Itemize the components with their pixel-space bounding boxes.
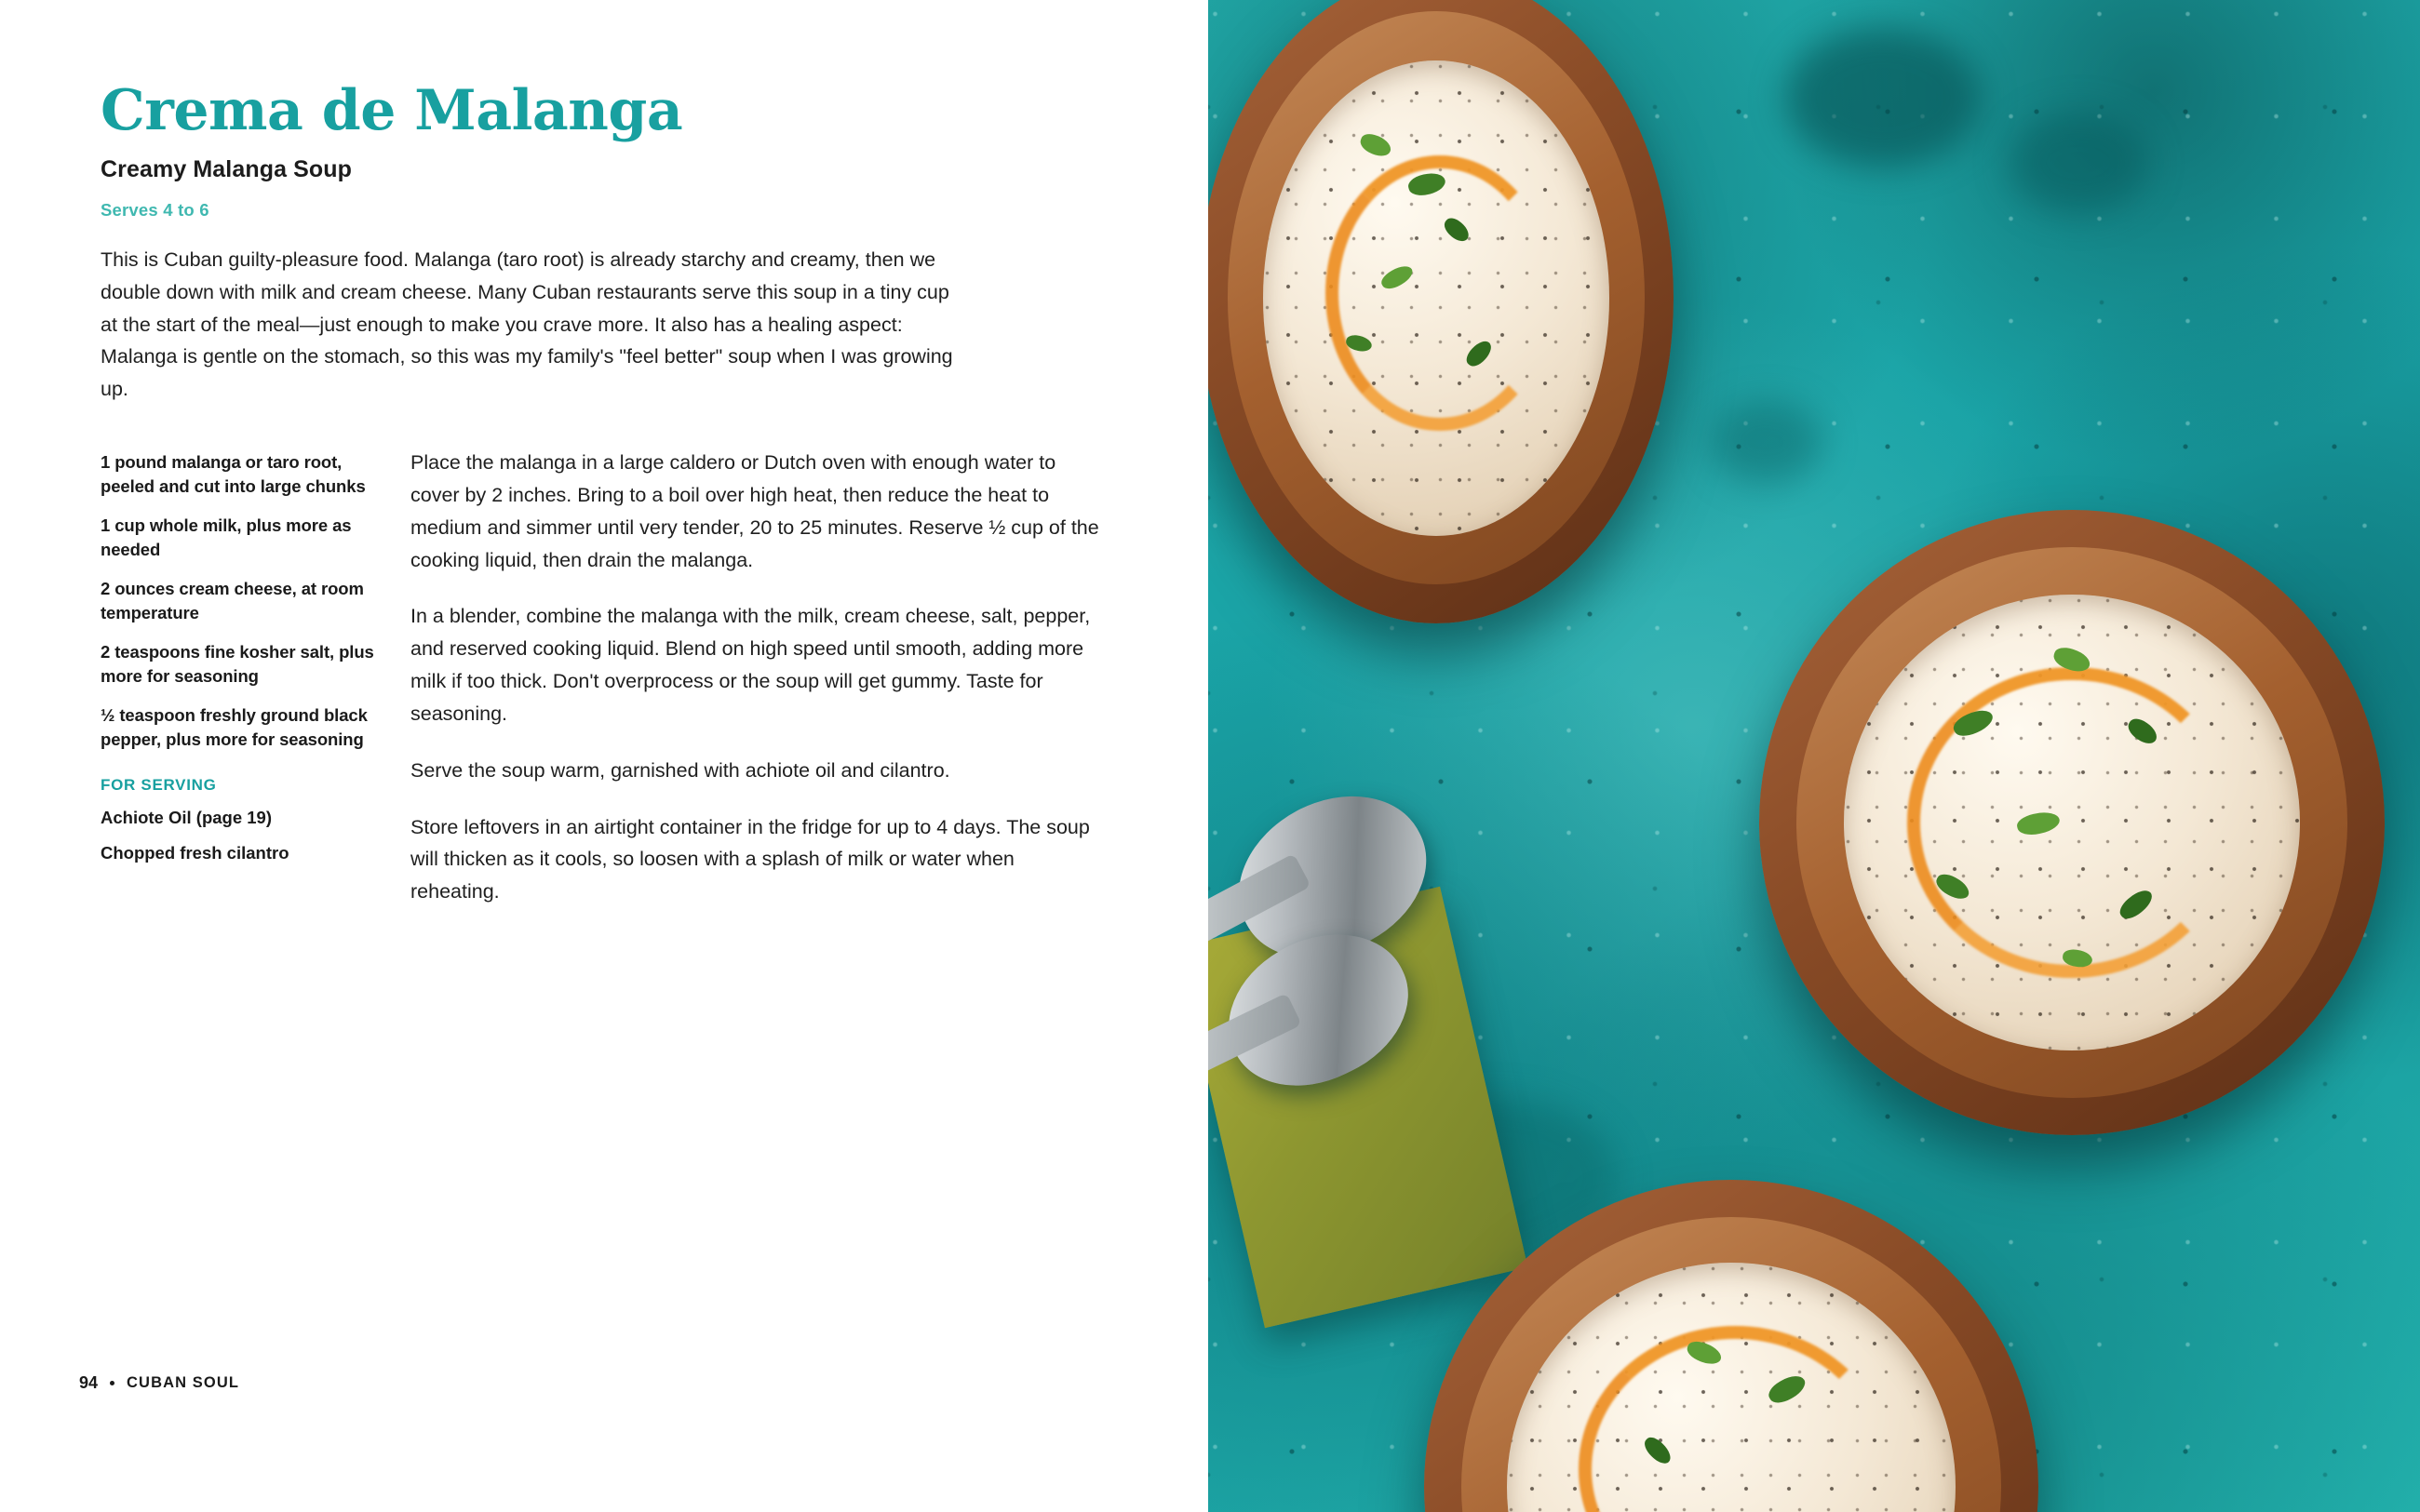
method-step: Place the malanga in a large caldero or Dutch oven with enough water to cover by 2 inches. Bring to a boil over high heat, then reduce the heat to medium and simmer until very tender, 20 to 25 minutes. Reserve ½ cup of the cooking liquid, then drain the malanga. <box>410 451 1099 571</box>
recipe-body-columns <box>101 447 1115 932</box>
cilantro-leaf <box>1441 215 1473 246</box>
bowl-rim <box>1796 547 2346 1097</box>
cilantro-leaf <box>1640 1434 1674 1468</box>
method-step: In a blender, combine the malanga with the milk, cream cheese, salt, pepper, and reserved cooking liquid. Blend on high speed until smooth, adding more milk if too thick. Don't overprocess or the soup will get gummy. Taste for seasoning. <box>410 605 1091 725</box>
soup-surface <box>1507 1263 1956 1512</box>
patina-spot <box>2009 112 2148 214</box>
black-pepper-specks <box>1844 595 2301 1051</box>
recipe-text-page <box>0 0 1208 1512</box>
cilantro-leaf <box>1406 170 1447 199</box>
black-pepper-specks <box>1507 1263 1956 1512</box>
ingredient-item: 2 teaspoons fine kosher salt, plus more for seasoning <box>101 642 374 686</box>
ingredients-list <box>101 447 378 876</box>
running-head: CUBAN SOUL <box>127 1374 240 1391</box>
folio-page-number: 94 <box>79 1373 99 1392</box>
bowl-rim <box>1461 1217 2002 1512</box>
cilantro-leaf <box>1345 333 1374 353</box>
cilantro-leaf <box>1378 262 1416 294</box>
cilantro-leaf <box>1462 337 1495 370</box>
patina-spot <box>1785 28 1981 167</box>
recipe-headnote: This is Cuban guilty-pleasure food. Malanga (taro root) is already starchy and creamy, then we double down with milk and cream cheese. Many Cuban restaurants serve this soup in a tiny cup at the start of the meal—just enough to make you crave more. It also has a healing aspect: Malanga is gentle on the stomach, so this was my family's "feel better" soup when I was growing up. <box>101 248 953 401</box>
cilantro-leaf <box>2015 810 2062 838</box>
cilantro-leaf <box>2124 715 2160 748</box>
soup-surface <box>1844 595 2301 1051</box>
cilantro-leaf <box>1685 1338 1725 1368</box>
method-step: Serve the soup warm, garnished with achiote oil and cilantro. <box>410 758 950 782</box>
cilantro-leaf <box>1765 1371 1808 1408</box>
for-serving-item: Chopped fresh cilantro <box>101 842 289 863</box>
cilantro-leaf <box>1932 870 1972 903</box>
bullet-separator-icon <box>110 1381 114 1385</box>
for-serving-item: Achiote Oil (page 19) <box>101 808 273 828</box>
ingredient-item: 1 pound malanga or taro root, peeled and cut into large chunks <box>101 452 366 496</box>
recipe-photo <box>1208 0 2420 1512</box>
method-step: Store leftovers in an airtight container in the fridge for up to 4 days. The soup will thicken as it cools, so loosen with a splash of milk or water when reheating. <box>410 815 1090 903</box>
soup-bowl <box>1759 510 2385 1135</box>
cilantro-leaf <box>2051 644 2093 675</box>
soup-bowl <box>1208 0 1674 623</box>
for-serving-heading: FOR SERVING <box>101 776 217 795</box>
recipe-content <box>101 78 1115 932</box>
cilantro-leaf <box>2116 886 2156 924</box>
page-title: Crema de Malanga <box>101 78 683 143</box>
ingredient-item: 1 cup whole milk, plus more as needed <box>101 515 352 559</box>
method-steps <box>410 447 1104 932</box>
soup-surface <box>1263 60 1609 536</box>
ingredient-item: 2 ounces cream cheese, at room temperature <box>101 579 364 622</box>
bowl-rim <box>1228 11 1646 584</box>
page-footer <box>79 1373 239 1393</box>
patina-spot <box>1711 400 1822 484</box>
recipe-subtitle: Creamy Malanga Soup <box>101 156 353 182</box>
black-pepper-specks <box>1263 60 1609 536</box>
cilantro-leaf <box>2062 948 2093 969</box>
cilantro-leaf <box>1358 131 1394 160</box>
achiote-oil-drizzle <box>1907 667 2236 978</box>
achiote-oil-drizzle <box>1325 155 1554 431</box>
serves-yield: Serves 4 to 6 <box>101 200 209 220</box>
cilantro-leaf <box>1951 705 1996 741</box>
achiote-oil-drizzle <box>1579 1326 1892 1512</box>
ingredient-item: ½ teaspoon freshly ground black pepper, plus more for seasoning <box>101 705 368 749</box>
